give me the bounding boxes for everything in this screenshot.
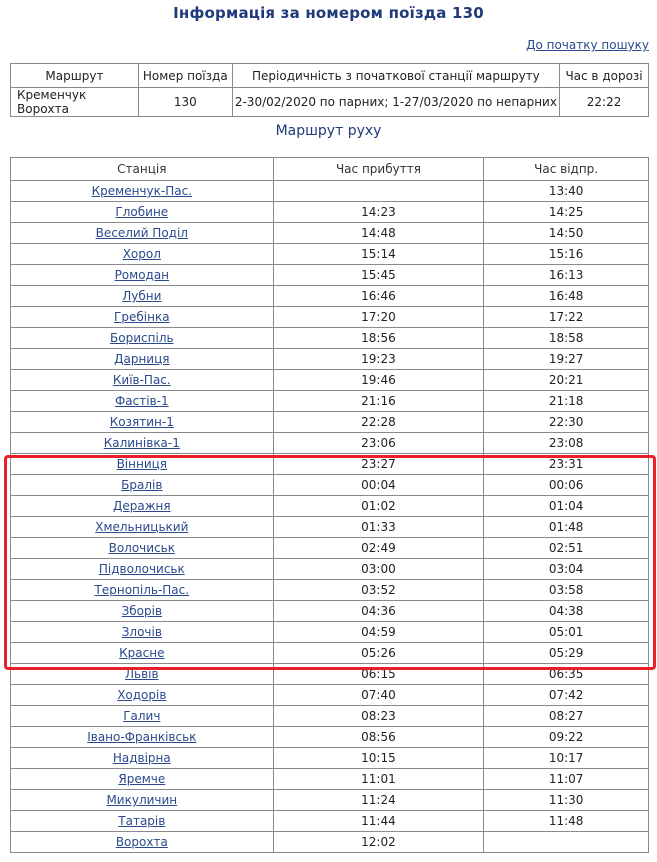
station-link[interactable]: Хорол <box>122 247 161 261</box>
departure-cell <box>484 349 649 370</box>
departure-time: 01:48 <box>548 520 584 534</box>
departure-time: 11:30 <box>548 793 584 807</box>
arrival-cell <box>273 727 484 748</box>
departure-time: 17:22 <box>548 310 584 324</box>
station-cell <box>11 244 274 265</box>
travel-time-value: 22:22 <box>560 88 649 117</box>
table-row <box>11 223 649 244</box>
departure-time: 06:35 <box>548 667 584 681</box>
arrival-time: 08:23 <box>361 709 396 723</box>
table-row <box>11 244 649 265</box>
departure-time: 10:17 <box>548 751 584 765</box>
departure-cell <box>484 328 649 349</box>
table-row <box>11 790 649 811</box>
departure-cell <box>484 412 649 433</box>
station-cell <box>11 286 274 307</box>
table-row <box>11 769 649 790</box>
arrival-cell <box>273 202 484 223</box>
back-to-search-link[interactable]: До початку пошуку <box>526 38 649 52</box>
arrival-cell <box>273 601 484 622</box>
arrival-cell <box>273 685 484 706</box>
table-row <box>11 811 649 832</box>
departure-time: 07:42 <box>548 688 584 702</box>
table-row <box>11 685 649 706</box>
departure-cell <box>484 832 649 853</box>
station-cell <box>11 769 274 790</box>
arrival-time: 04:36 <box>361 604 396 618</box>
station-link[interactable]: Хмельницький <box>95 520 189 534</box>
departure-time: 16:13 <box>548 268 584 282</box>
station-link[interactable]: Вінниця <box>116 457 168 471</box>
station-cell <box>11 601 274 622</box>
arrival-time: 11:44 <box>361 814 396 828</box>
departure-cell <box>484 202 649 223</box>
header-departure: Час відпр. <box>484 158 649 181</box>
arrival-time: 15:45 <box>361 268 396 282</box>
station-cell <box>11 622 274 643</box>
arrival-time: 10:15 <box>361 751 396 765</box>
arrival-cell <box>273 643 484 664</box>
station-link[interactable]: Веселий Поділ <box>95 226 188 240</box>
departure-cell <box>484 244 649 265</box>
departure-time: 04:38 <box>548 604 584 618</box>
departure-time: 14:50 <box>548 226 584 240</box>
table-row <box>11 727 649 748</box>
departure-cell <box>484 496 649 517</box>
station-cell <box>11 664 274 685</box>
departure-cell <box>484 517 649 538</box>
departure-time: 03:58 <box>548 583 584 597</box>
departure-cell <box>484 748 649 769</box>
arrival-cell <box>273 832 484 853</box>
departure-time: 11:07 <box>548 772 584 786</box>
departure-cell <box>484 664 649 685</box>
departure-time: 22:30 <box>548 415 584 429</box>
departure-time: 15:16 <box>548 247 584 261</box>
departure-time: 05:01 <box>548 625 584 639</box>
arrival-cell <box>273 286 484 307</box>
header-train-number: Номер поїзда <box>138 64 232 88</box>
departure-cell <box>484 790 649 811</box>
table-row <box>11 349 649 370</box>
arrival-cell <box>273 538 484 559</box>
arrival-time: 11:01 <box>361 772 396 786</box>
arrival-time: 11:24 <box>361 793 396 807</box>
table-row <box>11 202 649 223</box>
train-number-value: 130 <box>138 88 232 117</box>
schedule-header-row <box>11 158 649 181</box>
departure-time: 11:48 <box>548 814 584 828</box>
departure-time: 01:04 <box>548 499 584 513</box>
table-row <box>11 517 649 538</box>
arrival-time: 03:52 <box>361 583 396 597</box>
departure-cell <box>484 811 649 832</box>
table-row <box>11 412 649 433</box>
departure-time: 03:04 <box>548 562 584 576</box>
table-row <box>11 538 649 559</box>
station-cell <box>11 517 274 538</box>
station-link[interactable]: Красне <box>119 646 165 660</box>
departure-cell <box>484 454 649 475</box>
arrival-time: 12:02 <box>361 835 396 849</box>
arrival-cell <box>273 433 484 454</box>
header-station: Станція <box>11 158 274 181</box>
arrival-time: 06:15 <box>361 667 396 681</box>
arrival-cell <box>273 706 484 727</box>
route-subtitle: Маршрут руху <box>275 123 382 139</box>
arrival-time: 23:06 <box>361 436 396 450</box>
station-link[interactable]: Івано-Франківськ <box>87 730 197 744</box>
table-row <box>11 496 649 517</box>
station-cell <box>11 265 274 286</box>
table-row <box>11 391 649 412</box>
page-title: Інформація за номером поїзда 130 <box>173 4 484 22</box>
station-link[interactable]: Кременчук-Пас. <box>91 184 192 198</box>
table-row <box>11 559 649 580</box>
arrival-cell <box>273 517 484 538</box>
table-row <box>11 181 649 202</box>
station-cell <box>11 370 274 391</box>
table-row <box>11 454 649 475</box>
station-link[interactable]: Зборів <box>121 604 163 618</box>
station-link[interactable]: Бралів <box>121 478 163 492</box>
station-cell <box>11 391 274 412</box>
station-link[interactable]: Козятин-1 <box>109 415 174 429</box>
header-periodicity: Періодичність з початкової станції маршруту <box>232 64 559 88</box>
departure-cell <box>484 286 649 307</box>
departure-cell <box>484 622 649 643</box>
station-link[interactable]: Дарниця <box>114 352 170 366</box>
header-arrival: Час прибуття <box>273 158 484 181</box>
arrival-time: 19:46 <box>361 373 396 387</box>
table-row <box>11 580 649 601</box>
departure-cell <box>484 769 649 790</box>
arrival-cell <box>273 811 484 832</box>
arrival-time: 00:04 <box>361 478 396 492</box>
train-info-row <box>11 88 649 117</box>
departure-time: 23:31 <box>548 457 584 471</box>
station-cell <box>11 202 274 223</box>
departure-cell <box>484 601 649 622</box>
station-link[interactable]: Ходорів <box>117 688 167 702</box>
station-cell <box>11 496 274 517</box>
periodicity-value: 2-30/02/2020 по парних; 1-27/03/2020 по непарних <box>232 88 559 117</box>
arrival-time: 16:46 <box>361 289 396 303</box>
station-cell <box>11 811 274 832</box>
departure-cell <box>484 559 649 580</box>
arrival-cell <box>273 622 484 643</box>
station-cell <box>11 475 274 496</box>
arrival-cell <box>273 181 484 202</box>
arrival-cell <box>273 664 484 685</box>
station-cell <box>11 727 274 748</box>
arrival-cell <box>273 349 484 370</box>
arrival-time: 08:56 <box>361 730 396 744</box>
arrival-time: 03:00 <box>361 562 396 576</box>
arrival-time: 01:02 <box>361 499 396 513</box>
table-row <box>11 307 649 328</box>
station-cell <box>11 454 274 475</box>
route-value: Кременчук Ворохта <box>11 88 139 117</box>
station-link[interactable]: Яремче <box>118 772 166 786</box>
arrival-time: 14:23 <box>361 205 396 219</box>
table-row <box>11 643 649 664</box>
station-cell <box>11 706 274 727</box>
station-cell <box>11 433 274 454</box>
arrival-cell <box>273 454 484 475</box>
station-link[interactable]: Гребінка <box>114 310 170 324</box>
station-link[interactable]: Надвірна <box>112 751 171 765</box>
station-link[interactable]: Київ-Пас. <box>112 373 171 387</box>
station-link[interactable]: Микуличин <box>106 793 178 807</box>
header-travel-time: Час в дорозі <box>560 64 649 88</box>
departure-time: 09:22 <box>548 730 584 744</box>
arrival-time: 23:27 <box>361 457 396 471</box>
station-link[interactable]: Злочів <box>121 625 162 639</box>
departure-time: 16:48 <box>548 289 584 303</box>
departure-cell <box>484 181 649 202</box>
arrival-cell <box>273 475 484 496</box>
departure-cell <box>484 265 649 286</box>
station-link[interactable]: Тернопіль-Пас. <box>94 583 190 597</box>
arrival-cell <box>273 412 484 433</box>
arrival-time: 02:49 <box>361 541 396 555</box>
departure-cell <box>484 685 649 706</box>
station-link[interactable]: Фастів-1 <box>114 394 169 408</box>
departure-time: 02:51 <box>548 541 584 555</box>
table-row <box>11 265 649 286</box>
departure-cell <box>484 370 649 391</box>
station-link[interactable]: Татарів <box>118 814 166 828</box>
station-cell <box>11 832 274 853</box>
departure-time: 05:29 <box>548 646 584 660</box>
table-row <box>11 601 649 622</box>
departure-cell <box>484 391 649 412</box>
departure-cell <box>484 538 649 559</box>
table-row <box>11 370 649 391</box>
station-link[interactable]: Глобине <box>115 205 169 219</box>
station-cell <box>11 412 274 433</box>
station-cell <box>11 538 274 559</box>
departure-cell <box>484 433 649 454</box>
departure-cell <box>484 643 649 664</box>
station-cell <box>11 307 274 328</box>
arrival-cell <box>273 790 484 811</box>
station-cell <box>11 223 274 244</box>
departure-time: 00:06 <box>548 478 584 492</box>
table-row <box>11 622 649 643</box>
departure-time: 14:25 <box>548 205 584 219</box>
station-link[interactable]: Бориспіль <box>110 331 174 345</box>
station-link[interactable]: Ромодан <box>114 268 170 282</box>
arrival-cell <box>273 223 484 244</box>
station-link[interactable]: Галич <box>123 709 161 723</box>
departure-cell <box>484 475 649 496</box>
station-link[interactable]: Деражня <box>113 499 171 513</box>
station-link[interactable]: Ворохта <box>115 835 168 849</box>
departure-cell <box>484 307 649 328</box>
station-link[interactable]: Львів <box>125 667 159 681</box>
table-row <box>11 286 649 307</box>
arrival-cell <box>273 265 484 286</box>
station-link[interactable]: Калинівка-1 <box>103 436 180 450</box>
table-row <box>11 328 649 349</box>
station-cell <box>11 181 274 202</box>
train-info-table <box>10 63 649 117</box>
departure-time: 23:08 <box>548 436 584 450</box>
table-row <box>11 706 649 727</box>
table-row <box>11 475 649 496</box>
arrival-cell <box>273 748 484 769</box>
departure-cell <box>484 223 649 244</box>
arrival-time: 04:59 <box>361 625 396 639</box>
arrival-cell <box>273 328 484 349</box>
departure-cell <box>484 580 649 601</box>
arrival-cell <box>273 307 484 328</box>
arrival-cell <box>273 559 484 580</box>
table-row <box>11 664 649 685</box>
station-cell <box>11 580 274 601</box>
station-cell <box>11 559 274 580</box>
train-info-header-row <box>11 64 649 88</box>
station-cell <box>11 643 274 664</box>
departure-time: 13:40 <box>548 184 584 198</box>
departure-time: 20:21 <box>548 373 584 387</box>
arrival-time: 21:16 <box>361 394 396 408</box>
arrival-cell <box>273 244 484 265</box>
arrival-cell <box>273 496 484 517</box>
arrival-time: 18:56 <box>361 331 396 345</box>
departure-time: 08:27 <box>548 709 584 723</box>
table-row <box>11 433 649 454</box>
station-link[interactable]: Волочиськ <box>108 541 175 555</box>
departure-time: 19:27 <box>548 352 584 366</box>
arrival-time: 22:28 <box>361 415 396 429</box>
arrival-cell <box>273 391 484 412</box>
departure-cell <box>484 706 649 727</box>
arrival-time: 17:20 <box>361 310 396 324</box>
table-row <box>11 832 649 853</box>
arrival-time: 19:23 <box>361 352 396 366</box>
arrival-cell <box>273 580 484 601</box>
arrival-time: 05:26 <box>361 646 396 660</box>
station-cell <box>11 790 274 811</box>
station-link[interactable]: Лубни <box>122 289 162 303</box>
station-cell <box>11 349 274 370</box>
departure-time: 18:58 <box>548 331 584 345</box>
arrival-cell <box>273 769 484 790</box>
header-route: Маршрут <box>11 64 139 88</box>
arrival-time: 01:33 <box>361 520 396 534</box>
departure-cell <box>484 727 649 748</box>
arrival-time: 14:48 <box>361 226 396 240</box>
station-cell <box>11 685 274 706</box>
arrival-cell <box>273 370 484 391</box>
station-cell <box>11 748 274 769</box>
table-row <box>11 748 649 769</box>
arrival-time: 07:40 <box>361 688 396 702</box>
departure-time: 21:18 <box>548 394 584 408</box>
route-schedule-table <box>10 157 649 853</box>
station-cell <box>11 328 274 349</box>
station-link[interactable]: Підволочиськ <box>98 562 185 576</box>
arrival-time: 15:14 <box>361 247 396 261</box>
